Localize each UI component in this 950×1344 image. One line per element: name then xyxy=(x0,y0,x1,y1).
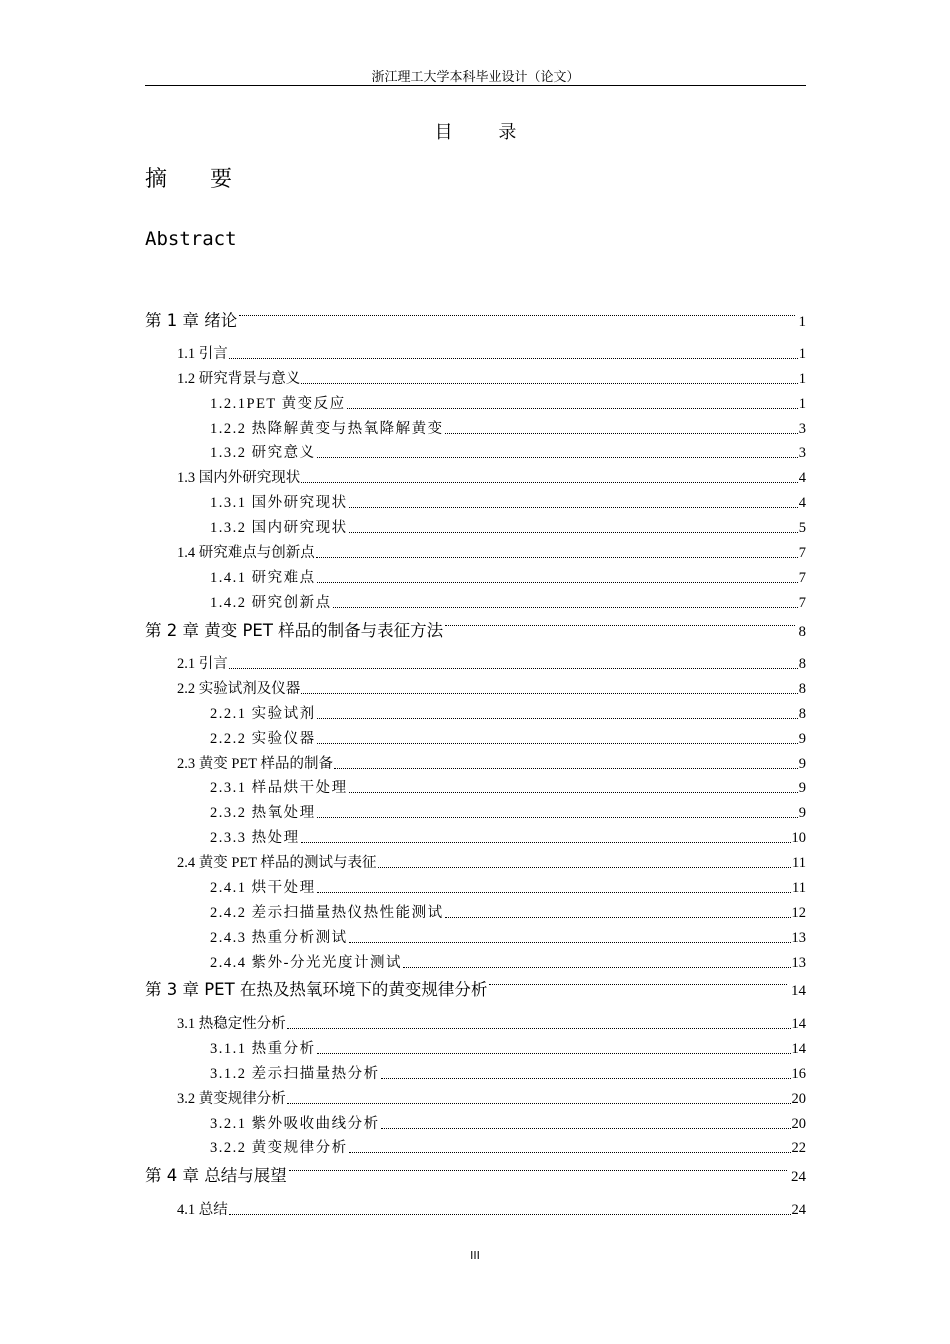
toc-leader-dots xyxy=(317,892,791,893)
toc-entry-title: 1.2.1PET 黄变反应 xyxy=(210,396,346,412)
toc-section-entry[interactable] xyxy=(177,652,806,673)
toc-leader-dots xyxy=(317,1053,791,1054)
toc-subsection-entry[interactable] xyxy=(210,926,806,947)
toc-entry-page: 9 xyxy=(798,780,806,796)
page-number: III xyxy=(470,1249,480,1262)
toc-entry-page: 9 xyxy=(798,756,806,772)
toc-subsection-entry[interactable] xyxy=(210,491,806,512)
toc-subsection-entry[interactable] xyxy=(210,417,806,438)
toc-entry-title: 第 4 章 总结与展望 xyxy=(145,1166,287,1185)
toc-entry-title: 1.3.2 国内研究现状 xyxy=(210,520,348,536)
abstract-en-heading: Abstract xyxy=(145,228,237,250)
toc-leader-dots xyxy=(349,792,798,793)
toc-entry-page: 9 xyxy=(798,731,806,747)
toc-entry-title: 1.4.1 研究难点 xyxy=(210,570,316,586)
toc-entry-page: 3 xyxy=(798,421,806,437)
toc-entry-page: 14 xyxy=(791,1016,806,1032)
toc-entry-page: 11 xyxy=(792,855,806,871)
toc-leader-dots xyxy=(445,433,798,434)
toc-entry-title: 1.1 引言 xyxy=(177,346,228,362)
toc-subsection-entry[interactable] xyxy=(210,1136,806,1157)
toc-subsection-entry[interactable] xyxy=(210,702,806,723)
toc-entry-title: 第 1 章 绪论 xyxy=(145,311,238,330)
toc-leader-dots xyxy=(317,817,798,818)
toc-entry-page: 7 xyxy=(798,570,806,586)
toc-subsection-entry[interactable] xyxy=(210,566,806,587)
toc-leader-dots xyxy=(334,768,798,769)
toc-leader-dots xyxy=(239,315,794,316)
toc-leader-dots xyxy=(301,842,791,843)
toc-section-entry[interactable] xyxy=(177,851,806,872)
toc-chapter-entry[interactable] xyxy=(145,617,806,641)
toc-entry-title: 3.1.2 差示扫描量热分析 xyxy=(210,1066,380,1082)
toc-subsection-entry[interactable] xyxy=(210,776,806,797)
toc-entry-title: 4.1 总结 xyxy=(177,1202,228,1218)
toc-entry-page: 16 xyxy=(791,1066,806,1082)
toc-entry-title: 1.3.1 国外研究现状 xyxy=(210,495,348,511)
toc-entry-title: 3.1.1 热重分析 xyxy=(210,1041,316,1057)
toc-leader-dots xyxy=(445,917,791,918)
toc-entry-page: 4 xyxy=(798,470,806,486)
toc-entry-page: 20 xyxy=(791,1116,806,1132)
toc-leader-dots xyxy=(229,668,798,669)
toc-entry-page: 11 xyxy=(792,880,806,896)
toc-subsection-entry[interactable] xyxy=(210,516,806,537)
toc-entry-title: 1.2 研究背景与意义 xyxy=(177,371,301,387)
toc-subsection-entry[interactable] xyxy=(210,951,806,972)
toc-entry-title: 2.3.1 样品烘干处理 xyxy=(210,780,348,796)
toc-leader-dots xyxy=(349,507,798,508)
toc-leader-dots xyxy=(333,607,798,608)
toc-section-entry[interactable] xyxy=(177,1087,806,1108)
toc-entry-title: 3.2.2 黄变规律分析 xyxy=(210,1140,348,1156)
toc-leader-dots xyxy=(317,457,798,458)
toc-leader-dots xyxy=(381,1078,791,1079)
toc-leader-dots xyxy=(301,693,798,694)
toc-entry-title: 3.2 黄变规律分析 xyxy=(177,1091,286,1107)
toc-entry-title: 第 2 章 黄变 PET 样品的制备与表征方法 xyxy=(145,621,444,640)
toc-entry-title: 3.2.1 紫外吸收曲线分析 xyxy=(210,1116,380,1132)
header-rule xyxy=(145,85,806,86)
toc-entry-title: 第 3 章 PET 在热及热氧环境下的黄变规律分析 xyxy=(145,980,488,999)
toc-subsection-entry[interactable] xyxy=(210,801,806,822)
toc-leader-dots xyxy=(381,1128,791,1129)
toc-entry-page: 13 xyxy=(791,930,806,946)
toc-section-entry[interactable] xyxy=(177,1012,806,1033)
toc-entry-title: 2.4 黄变 PET 样品的测试与表征 xyxy=(177,855,377,871)
toc-leader-dots xyxy=(403,967,791,968)
toc-entry-page: 1 xyxy=(798,396,806,412)
toc-entry-page: 14 xyxy=(791,1041,806,1057)
toc-subsection-entry[interactable] xyxy=(210,1037,806,1058)
toc-entry-page: 24 xyxy=(791,1169,806,1185)
toc-chapter-entry[interactable] xyxy=(145,307,806,331)
toc-leader-dots xyxy=(301,383,798,384)
toc-entry-page: 1 xyxy=(798,371,806,387)
toc-entry-page: 10 xyxy=(791,830,806,846)
toc-entry-page: 7 xyxy=(798,545,806,561)
toc-leader-dots xyxy=(316,557,798,558)
toc-leader-dots xyxy=(317,718,798,719)
toc-entry-page: 12 xyxy=(791,905,806,921)
toc-entry-page: 3 xyxy=(798,445,806,461)
toc-entry-page: 9 xyxy=(798,805,806,821)
toc-subsection-entry[interactable] xyxy=(210,441,806,462)
toc-subsection-entry[interactable] xyxy=(210,826,806,847)
toc-leader-dots xyxy=(347,408,798,409)
toc-leader-dots xyxy=(301,482,798,483)
toc-entry-title: 1.4 研究难点与创新点 xyxy=(177,545,315,561)
toc-section-entry[interactable] xyxy=(177,342,806,363)
toc-entry-page: 1 xyxy=(798,314,806,330)
toc-subsection-entry[interactable] xyxy=(210,876,806,897)
toc-entry-title: 2.2.2 实验仪器 xyxy=(210,731,316,747)
toc-leader-dots xyxy=(229,1214,791,1215)
toc-leader-dots xyxy=(289,1170,787,1171)
toc-title: 目 录 xyxy=(434,122,537,143)
toc-section-entry[interactable] xyxy=(177,752,806,773)
toc-entry-title: 2.4.2 差示扫描量热仪热性能测试 xyxy=(210,905,444,921)
toc-entry-page: 1 xyxy=(798,346,806,362)
toc-chapter-entry[interactable] xyxy=(145,1162,806,1186)
toc-subsection-entry[interactable] xyxy=(210,392,806,413)
toc-entry-title: 2.4.1 烘干处理 xyxy=(210,880,316,896)
abstract-cn-heading: 摘 要 xyxy=(145,167,250,192)
toc-section-entry[interactable] xyxy=(177,541,806,562)
toc-entry-page: 22 xyxy=(791,1140,806,1156)
toc-section-entry[interactable] xyxy=(177,367,806,388)
toc-entry-page: 4 xyxy=(798,495,806,511)
toc-leader-dots xyxy=(287,1103,791,1104)
toc-section-entry[interactable] xyxy=(177,677,806,698)
running-header: 浙江理工大学本科毕业设计（论文） xyxy=(371,70,580,85)
toc-leader-dots xyxy=(229,358,798,359)
toc-subsection-entry[interactable] xyxy=(210,591,806,612)
toc-entry-title: 2.1 引言 xyxy=(177,656,228,672)
toc-entry-title: 1.2.2 热降解黄变与热氧降解黄变 xyxy=(210,421,444,437)
toc-entry-page: 5 xyxy=(798,520,806,536)
toc-subsection-entry[interactable] xyxy=(210,727,806,748)
toc-subsection-entry[interactable] xyxy=(210,1062,806,1083)
toc-leader-dots xyxy=(445,625,794,626)
toc-entry-page: 20 xyxy=(791,1091,806,1107)
toc-entry-title: 2.3.2 热氧处理 xyxy=(210,805,316,821)
toc-section-entry[interactable] xyxy=(177,1198,806,1219)
toc-entry-title: 1.3.2 研究意义 xyxy=(210,445,316,461)
toc-entry-page: 8 xyxy=(798,624,806,640)
toc-entry-title: 2.2.1 实验试剂 xyxy=(210,706,316,722)
toc-leader-dots xyxy=(287,1028,791,1029)
toc-subsection-entry[interactable] xyxy=(210,1112,806,1133)
toc-leader-dots xyxy=(349,942,791,943)
toc-entry-page: 8 xyxy=(798,681,806,697)
toc-entry-title: 2.2 实验试剂及仪器 xyxy=(177,681,301,697)
toc-leader-dots xyxy=(317,743,798,744)
toc-entry-page: 14 xyxy=(791,983,806,999)
toc-entry-title: 1.4.2 研究创新点 xyxy=(210,595,332,611)
toc-leader-dots xyxy=(317,582,798,583)
toc-entry-title: 2.4.4 紫外-分光光度计测试 xyxy=(210,955,402,971)
toc-entry-page: 13 xyxy=(791,955,806,971)
toc-chapter-entry[interactable] xyxy=(145,976,806,1000)
toc-leader-dots xyxy=(349,1152,791,1153)
toc-entry-page: 8 xyxy=(798,656,806,672)
toc-entry-title: 1.3 国内外研究现状 xyxy=(177,470,301,486)
toc-entry-title: 2.3.3 热处理 xyxy=(210,830,300,846)
toc-entry-page: 24 xyxy=(791,1202,806,1218)
toc-entry-page: 7 xyxy=(798,595,806,611)
toc-entry-page: 8 xyxy=(798,706,806,722)
toc-subsection-entry[interactable] xyxy=(210,901,806,922)
toc-entry-title: 2.3 黄变 PET 样品的制备 xyxy=(177,756,334,772)
toc-leader-dots xyxy=(489,984,787,985)
toc-entry-title: 3.1 热稳定性分析 xyxy=(177,1016,286,1032)
toc-section-entry[interactable] xyxy=(177,466,806,487)
toc-leader-dots xyxy=(378,867,792,868)
toc-leader-dots xyxy=(349,532,798,533)
toc-entry-title: 2.4.3 热重分析测试 xyxy=(210,930,348,946)
